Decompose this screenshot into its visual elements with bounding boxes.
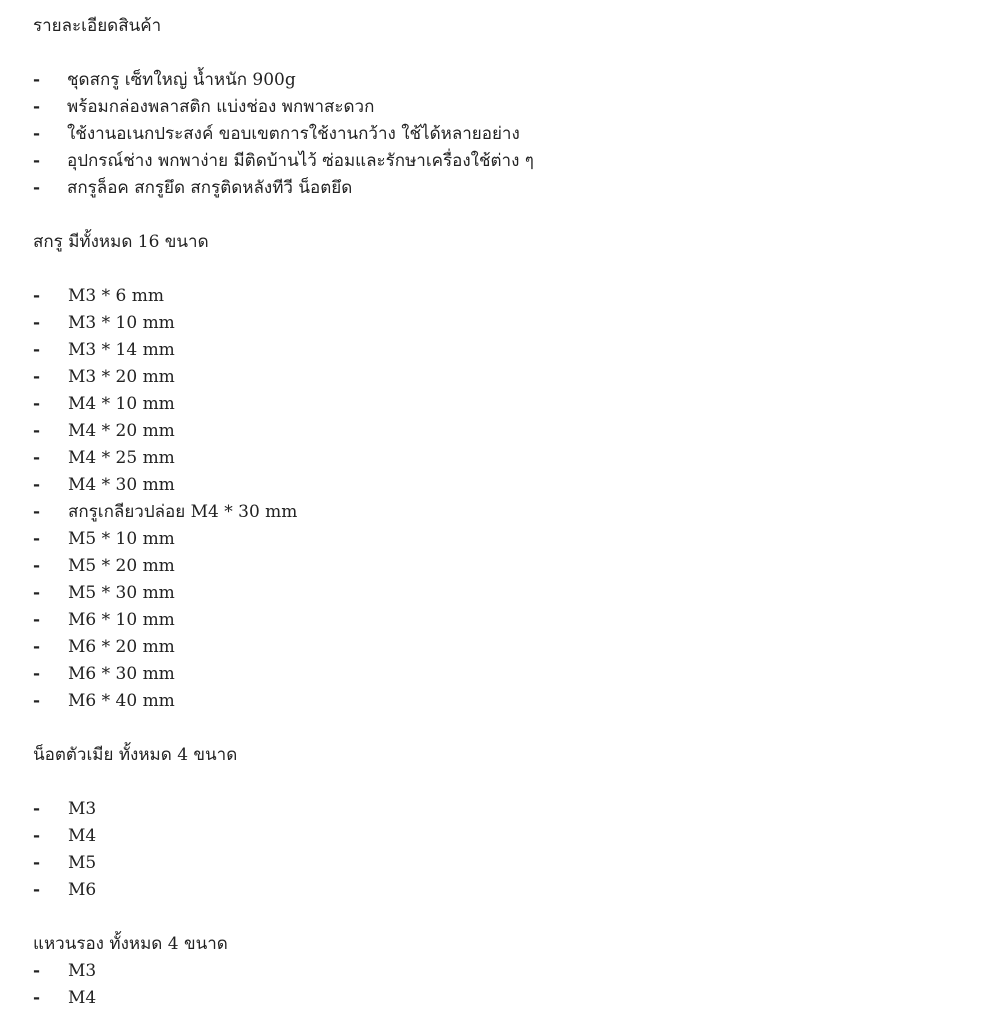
nut-size: M5 bbox=[68, 853, 97, 873]
list-item bbox=[33, 688, 973, 715]
dash-bullet: - bbox=[33, 826, 41, 846]
dash-bullet: - bbox=[33, 799, 41, 819]
dash-bullet: - bbox=[33, 367, 41, 387]
list-item bbox=[33, 877, 973, 904]
list-item bbox=[33, 526, 973, 553]
screw-size: M4 * 20 mm bbox=[68, 421, 175, 441]
screw-size: M3 * 20 mm bbox=[68, 367, 175, 387]
dash-bullet: - bbox=[33, 394, 41, 414]
product-details-title: รายละเอียดสินค้า bbox=[33, 16, 162, 36]
dash-bullet: - bbox=[33, 556, 41, 576]
spacer bbox=[33, 256, 973, 283]
nut-size: M4 bbox=[68, 826, 97, 846]
dash-bullet: - bbox=[33, 124, 41, 144]
list-item bbox=[33, 661, 973, 688]
screw-size: M3 * 14 mm bbox=[68, 340, 175, 360]
screw-size: M5 * 20 mm bbox=[68, 556, 175, 576]
product-description bbox=[33, 13, 973, 1012]
screw-size: สกรูเกลียวปล่อย M4 * 30 mm bbox=[68, 502, 298, 522]
list-item bbox=[33, 472, 973, 499]
dash-bullet: - bbox=[33, 97, 41, 117]
dash-bullet: - bbox=[33, 529, 41, 549]
nut-size: M3 bbox=[68, 799, 97, 819]
screw-size: M5 * 30 mm bbox=[68, 583, 175, 603]
list-item bbox=[33, 175, 973, 202]
list-item bbox=[33, 94, 973, 121]
washer-sizes-list bbox=[33, 958, 973, 1012]
list-item bbox=[33, 337, 973, 364]
screw-size: M6 * 40 mm bbox=[68, 691, 175, 711]
list-item bbox=[33, 580, 973, 607]
dash-bullet: - bbox=[33, 151, 41, 171]
features-list bbox=[33, 67, 973, 202]
list-item bbox=[33, 850, 973, 877]
dash-bullet: - bbox=[33, 988, 41, 1008]
dash-bullet: - bbox=[33, 70, 41, 90]
dash-bullet: - bbox=[33, 691, 41, 711]
dash-bullet: - bbox=[33, 475, 41, 495]
dash-bullet: - bbox=[33, 880, 41, 900]
spacer bbox=[33, 904, 973, 931]
list-item bbox=[33, 634, 973, 661]
list-item bbox=[33, 607, 973, 634]
screw-size: M4 * 30 mm bbox=[68, 475, 175, 495]
list-item bbox=[33, 283, 973, 310]
dash-bullet: - bbox=[33, 583, 41, 603]
list-item bbox=[33, 121, 973, 148]
list-item bbox=[33, 391, 973, 418]
dash-bullet: - bbox=[33, 340, 41, 360]
washer-size: M4 bbox=[68, 988, 97, 1008]
list-item bbox=[33, 796, 973, 823]
screw-sizes-list bbox=[33, 283, 973, 715]
dash-bullet: - bbox=[33, 853, 41, 873]
screw-size: M4 * 10 mm bbox=[68, 394, 175, 414]
nut-size: M6 bbox=[68, 880, 97, 900]
dash-bullet: - bbox=[33, 448, 41, 468]
nuts-heading: น็อตตัวเมีย ทั้งหมด 4 ขนาด bbox=[33, 745, 238, 765]
dash-bullet: - bbox=[33, 286, 41, 306]
spacer bbox=[33, 769, 973, 796]
list-item bbox=[33, 553, 973, 580]
list-item bbox=[33, 823, 973, 850]
spacer bbox=[33, 202, 973, 229]
feature-text: ชุดสกรู เซ็ทใหญ่ น้ำหนัก 900g bbox=[67, 70, 296, 90]
feature-text: พร้อมกล่องพลาสติก แบ่งช่อง พกพาสะดวก bbox=[67, 97, 375, 117]
spacer bbox=[33, 40, 973, 67]
feature-text: สกรูล็อค สกรูยึด สกรูติดหลังทีวี น็อตยึด bbox=[67, 178, 353, 198]
screw-size: M3 * 6 mm bbox=[68, 286, 164, 306]
screw-size: M4 * 25 mm bbox=[68, 448, 175, 468]
list-item bbox=[33, 418, 973, 445]
spacer bbox=[33, 715, 973, 742]
list-item bbox=[33, 499, 973, 526]
screw-size: M6 * 30 mm bbox=[68, 664, 175, 684]
screws-heading: สกรู มีทั้งหมด 16 ขนาด bbox=[33, 232, 209, 252]
screw-size: M5 * 10 mm bbox=[68, 529, 175, 549]
list-item bbox=[33, 67, 973, 94]
list-item bbox=[33, 958, 973, 985]
list-item bbox=[33, 985, 973, 1012]
washers-heading: แหวนรอง ทั้งหมด 4 ขนาด bbox=[33, 934, 228, 954]
dash-bullet: - bbox=[33, 178, 41, 198]
feature-text: ใช้งานอเนกประสงค์ ขอบเขตการใช้งานกว้าง ใช้ได้หลายอย่าง bbox=[67, 124, 520, 144]
dash-bullet: - bbox=[33, 637, 41, 657]
feature-text: อุปกรณ์ช่าง พกพาง่าย มีติดบ้านไว้ ซ่อมและรักษาเครื่องใช้ต่าง ๆ bbox=[67, 151, 534, 171]
list-item bbox=[33, 364, 973, 391]
dash-bullet: - bbox=[33, 502, 41, 522]
dash-bullet: - bbox=[33, 610, 41, 630]
list-item bbox=[33, 148, 973, 175]
dash-bullet: - bbox=[33, 961, 41, 981]
dash-bullet: - bbox=[33, 664, 41, 684]
screw-size: M6 * 10 mm bbox=[68, 610, 175, 630]
screw-size: M3 * 10 mm bbox=[68, 313, 175, 333]
nut-sizes-list bbox=[33, 796, 973, 904]
list-item bbox=[33, 445, 973, 472]
screw-size: M6 * 20 mm bbox=[68, 637, 175, 657]
list-item bbox=[33, 310, 973, 337]
dash-bullet: - bbox=[33, 421, 41, 441]
washer-size: M3 bbox=[68, 961, 97, 981]
dash-bullet: - bbox=[33, 313, 41, 333]
